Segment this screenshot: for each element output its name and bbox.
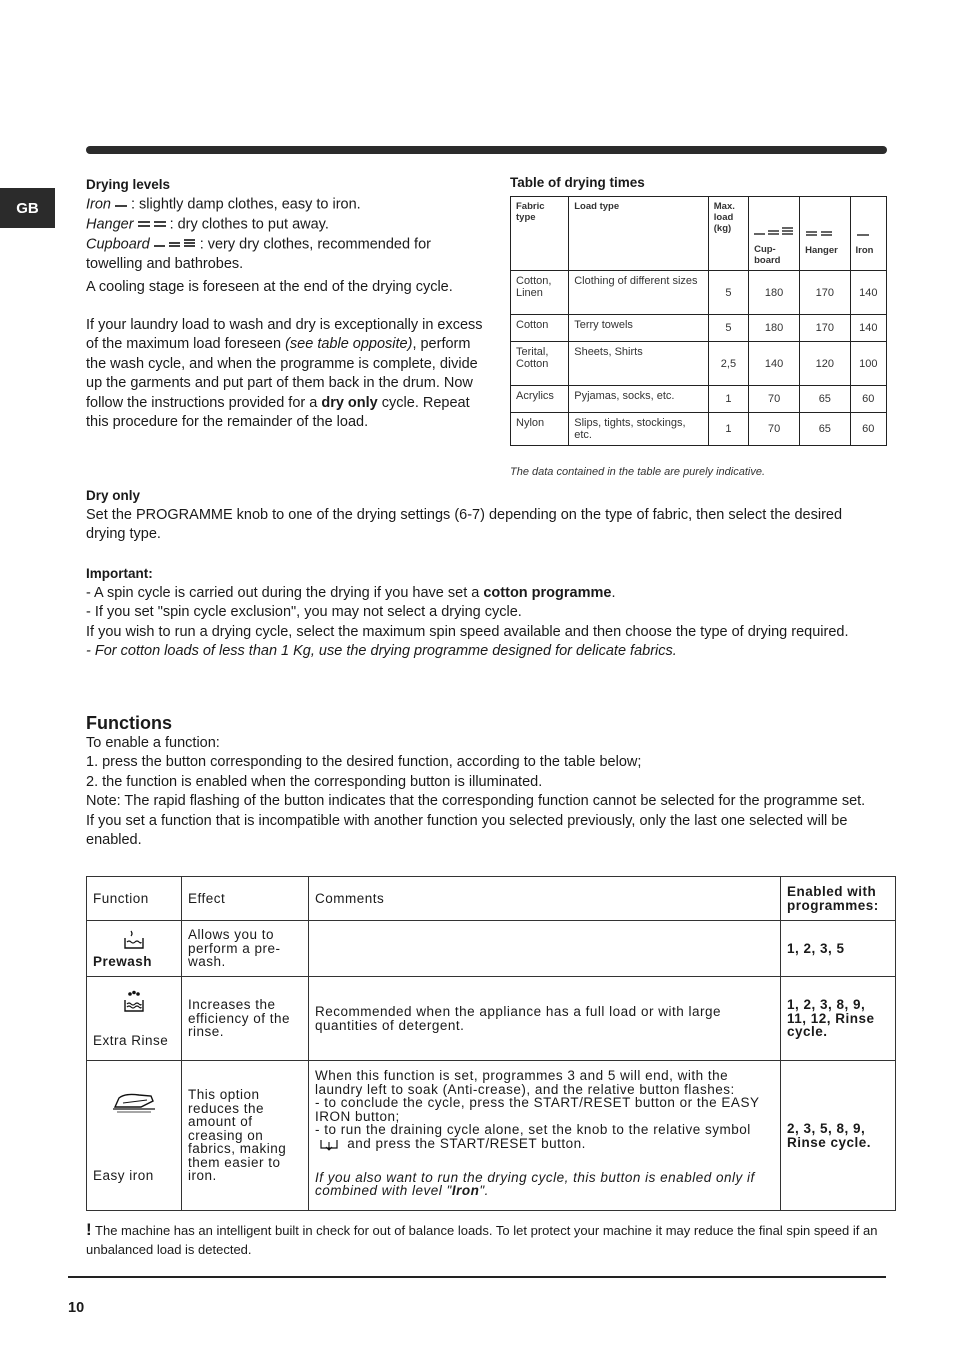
effect-cell: This option reduces the amount of creasing on fabrics, making them easier to iron. bbox=[182, 1061, 309, 1211]
effect-cell: Increases the efficiency of the rinse. bbox=[182, 977, 309, 1061]
important-line-1-end: . bbox=[611, 584, 616, 601]
iron-icon bbox=[856, 225, 870, 237]
excess-text-3: cycle. Repeat this procedure for the remainder of the load. bbox=[86, 394, 470, 431]
language-tab-label: GB bbox=[16, 199, 39, 217]
cell-cupboard: 70 bbox=[749, 413, 800, 446]
function-name: Easy iron bbox=[93, 1167, 154, 1183]
easy-iron-comment-3a: - to run the draining cycle alone, set the knob to the relative symbol bbox=[315, 1122, 751, 1137]
cell-hanger: 120 bbox=[800, 342, 850, 386]
easy-iron-comment-3 bbox=[315, 1123, 774, 1151]
cupboard-label: Cupboard bbox=[86, 236, 150, 253]
cell-cupboard: 140 bbox=[749, 342, 800, 386]
functions-table-header bbox=[87, 877, 896, 921]
cell-fabric: Acrylics bbox=[511, 386, 569, 413]
header-cupboard-label: Cup-board bbox=[754, 244, 781, 266]
hanger-level-icon bbox=[137, 215, 167, 235]
drying-table-row bbox=[511, 386, 887, 413]
cupboard-text: : very dry clothes, recommended for towelling and bathrobes. bbox=[86, 236, 431, 272]
important-line-1-bold: cotton programme bbox=[483, 584, 612, 601]
cell-hanger: 170 bbox=[800, 271, 850, 315]
important-line-4: - For cotton loads of less than 1 Kg, use the drying programme designed for delicate fabrics. bbox=[86, 643, 677, 659]
cupboard-level bbox=[86, 235, 488, 275]
easy-iron-comment-4b: ". bbox=[479, 1183, 489, 1199]
important-line-3: If you wish to run a drying cycle, select the maximum spin speed available and then choose the type of drying required. bbox=[86, 623, 849, 640]
dry-only-section bbox=[86, 486, 881, 545]
cell-max: 2,5 bbox=[708, 342, 748, 386]
functions-table bbox=[86, 876, 896, 1211]
header-hanger bbox=[800, 197, 850, 271]
language-tab bbox=[0, 188, 55, 228]
easy-iron-comment-4 bbox=[315, 1171, 774, 1198]
header-max-load: Max. load (kg) bbox=[708, 197, 748, 271]
function-row-prewash bbox=[87, 921, 896, 977]
excess-bold: dry only bbox=[321, 394, 378, 411]
drying-levels-section bbox=[86, 175, 488, 433]
hanger-level bbox=[86, 215, 488, 235]
drying-table-row bbox=[511, 342, 887, 386]
excess-text-1: If your laundry load to wash and dry is exceptionally in excess of the maximum load foreseen bbox=[86, 316, 483, 353]
header-function: Function bbox=[87, 877, 182, 921]
comments-cell bbox=[309, 1061, 781, 1211]
header-iron-label: Iron bbox=[855, 245, 874, 256]
easy-iron-icon bbox=[111, 1089, 157, 1115]
header-iron bbox=[850, 197, 886, 271]
drying-table-header bbox=[511, 197, 887, 271]
comments-cell bbox=[309, 921, 781, 977]
cell-load: Slips, tights, stockings, etc. bbox=[569, 413, 709, 446]
balance-warning bbox=[86, 1220, 886, 1259]
functions-section bbox=[86, 714, 881, 851]
cell-iron: 140 bbox=[850, 271, 886, 315]
cell-iron: 100 bbox=[850, 342, 886, 386]
cupboard-level-icon bbox=[153, 235, 197, 255]
cell-hanger: 170 bbox=[800, 315, 850, 342]
cell-fabric: Nylon bbox=[511, 413, 569, 446]
effect-cell: Allows you to perform a pre-wash. bbox=[182, 921, 309, 977]
header-hanger-label: Hanger bbox=[805, 245, 838, 256]
cell-cupboard: 180 bbox=[749, 271, 800, 315]
important-line-1 bbox=[86, 584, 881, 604]
cell-iron: 60 bbox=[850, 413, 886, 446]
enabled-cell: 1, 2, 3, 8, 9, 11, 12, Rinse cycle. bbox=[781, 977, 896, 1061]
cell-max: 5 bbox=[708, 315, 748, 342]
prewash-icon bbox=[122, 929, 146, 951]
drying-levels-heading: Drying levels bbox=[86, 177, 171, 192]
hanger-label: Hanger bbox=[86, 216, 134, 233]
drain-symbol-icon bbox=[319, 1137, 339, 1151]
cell-fabric: Terital, Cotton bbox=[511, 342, 569, 386]
iron-text: : slightly damp clothes, easy to iron. bbox=[131, 196, 361, 213]
functions-incompat: If you set a function that is incompatible with another function you selected previously, only the last one selected will be enabled. bbox=[86, 812, 848, 848]
cupboard-icon bbox=[754, 224, 794, 236]
function-cell bbox=[87, 921, 182, 977]
drying-table-note: The data contained in the table are purely indicative. bbox=[510, 466, 765, 478]
function-cell bbox=[87, 1061, 182, 1211]
header-load: Load type bbox=[569, 197, 709, 271]
function-row-easy-iron bbox=[87, 1061, 896, 1211]
warning-text: The machine has an intelligent built in check for out of balance loads. To let protect your machine it may reduce the final spin speed if an unbalanced load is detected. bbox=[86, 1223, 878, 1257]
top-rule bbox=[86, 146, 887, 154]
functions-title: Functions bbox=[86, 713, 172, 733]
easy-iron-comment-4-bold: Iron bbox=[451, 1183, 480, 1199]
dry-only-text: Set the PROGRAMME knob to one of the drying settings (6-7) depending on the type of fabric, then select the desired drying type. bbox=[86, 506, 843, 542]
function-name: Prewash bbox=[93, 953, 153, 969]
function-cell bbox=[87, 977, 182, 1061]
important-heading: Important: bbox=[86, 566, 153, 581]
important-line-1-text: - A spin cycle is carried out during the drying if you have set a bbox=[86, 584, 484, 601]
cell-fabric: Cotton bbox=[511, 315, 569, 342]
page-number: 10 bbox=[68, 1300, 85, 1316]
function-row-extra-rinse bbox=[87, 977, 896, 1061]
cell-iron: 140 bbox=[850, 315, 886, 342]
important-section bbox=[86, 564, 881, 662]
header-effect: Effect bbox=[182, 877, 309, 921]
excess-load-paragraph bbox=[86, 316, 488, 433]
header-fabric: Fabric type bbox=[511, 197, 569, 271]
easy-iron-comment-2: - to conclude the cycle, press the START/RESET button or the EASY IRON button; bbox=[315, 1095, 760, 1124]
function-name: Extra Rinse bbox=[93, 1032, 169, 1048]
drying-table-title: Table of drying times bbox=[510, 175, 645, 190]
hanger-icon bbox=[805, 225, 833, 237]
cell-load: Clothing of different sizes bbox=[569, 271, 709, 315]
drying-times-section bbox=[510, 175, 887, 478]
dry-only-heading: Dry only bbox=[86, 488, 141, 503]
functions-step-1: 1. press the button corresponding to the desired function, according to the table below; bbox=[86, 754, 642, 770]
cell-cupboard: 180 bbox=[749, 315, 800, 342]
cell-fabric: Cotton, Linen bbox=[511, 271, 569, 315]
header-comments: Comments bbox=[309, 877, 781, 921]
drying-table-row bbox=[511, 413, 887, 446]
functions-note: Note: The rapid flashing of the button indicates that the corresponding function cannot be selected for the programme set. bbox=[86, 793, 866, 809]
enabled-cell: 1, 2, 3, 5 bbox=[781, 921, 896, 977]
cell-load: Pyjamas, socks, etc. bbox=[569, 386, 709, 413]
iron-level bbox=[86, 195, 488, 215]
functions-step-2: 2. the function is enabled when the corresponding button is illuminated. bbox=[86, 773, 543, 790]
drying-times-table bbox=[510, 196, 887, 446]
cell-hanger: 65 bbox=[800, 386, 850, 413]
excess-text-2: , perform the wash cycle, and when the programme is complete, divide up the garments and put part of them back in the drum. Now follow the instructions provided for a bbox=[86, 336, 478, 411]
enabled-cell: 2, 3, 5, 8, 9, Rinse cycle. bbox=[781, 1061, 896, 1211]
excess-italic: (see table opposite) bbox=[285, 336, 413, 353]
cell-hanger: 65 bbox=[800, 413, 850, 446]
cell-max: 1 bbox=[708, 413, 748, 446]
drying-table-row bbox=[511, 315, 887, 342]
cell-max: 5 bbox=[708, 271, 748, 315]
cell-max: 1 bbox=[708, 386, 748, 413]
iron-label: Iron bbox=[86, 196, 111, 213]
bottom-rule bbox=[68, 1276, 886, 1278]
cell-load: Terry towels bbox=[569, 315, 709, 342]
iron-level-icon bbox=[114, 195, 128, 215]
easy-iron-comment-1: When this function is set, programmes 3 and 5 will end, with the laundry left to soak (Anti-crease), and the relative button flashes: bbox=[315, 1068, 735, 1097]
comments-cell: Recommended when the appliance has a full load or with large quantities of detergent. bbox=[309, 977, 781, 1061]
cell-cupboard: 70 bbox=[749, 386, 800, 413]
easy-iron-comment-4a: If you also want to run the drying cycle, this button is enabled only if combined with level " bbox=[315, 1169, 755, 1199]
extra-rinse-icon bbox=[122, 990, 146, 1014]
header-cupboard bbox=[749, 197, 800, 271]
cooling-text: A cooling stage is foreseen at the end of the drying cycle. bbox=[86, 279, 453, 296]
important-line-2: - If you set "spin cycle exclusion", you may not select a drying cycle. bbox=[86, 604, 522, 620]
hanger-text: : dry clothes to put away. bbox=[169, 216, 329, 233]
cell-iron: 60 bbox=[850, 386, 886, 413]
easy-iron-comment-3b: and press the START/RESET button. bbox=[347, 1135, 586, 1151]
cell-load: Sheets, Shirts bbox=[569, 342, 709, 386]
header-enabled: Enabled with programmes: bbox=[781, 877, 896, 921]
warning-mark: ! bbox=[86, 1220, 92, 1239]
functions-intro: To enable a function: bbox=[86, 734, 220, 751]
drying-table-row bbox=[511, 271, 887, 315]
